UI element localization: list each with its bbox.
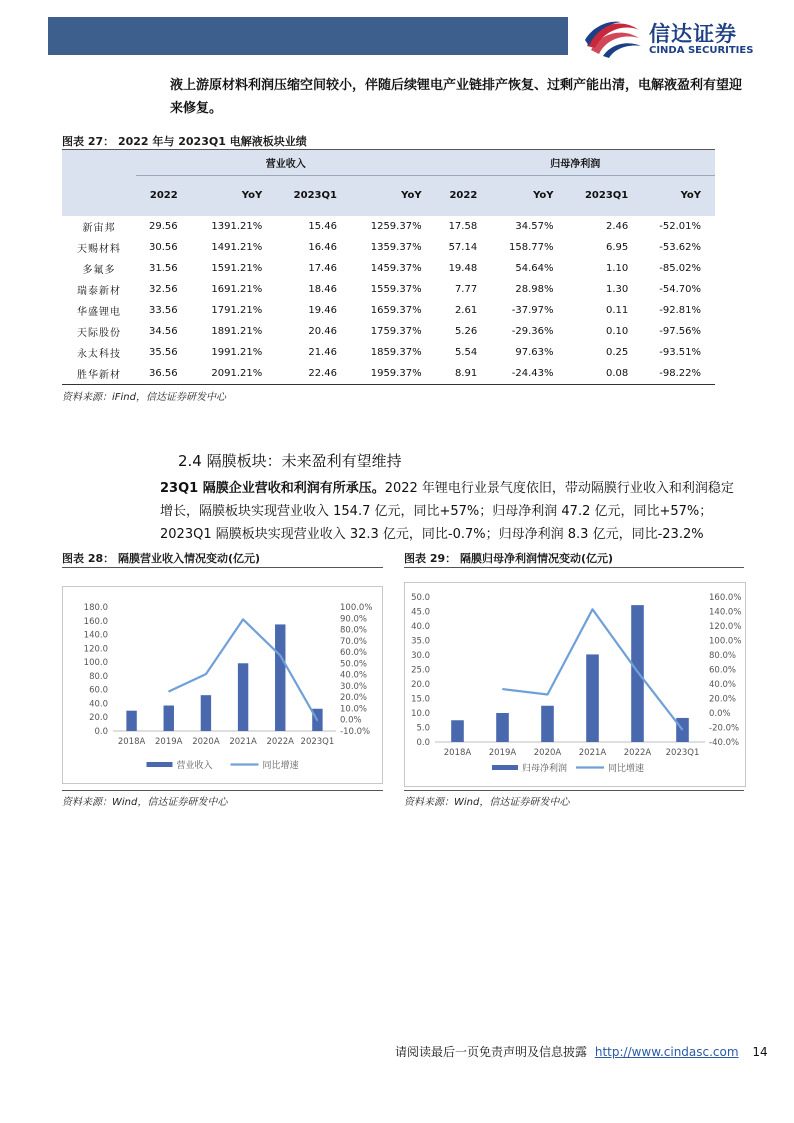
left-axis-tick-label: 20.0 [411, 680, 430, 690]
column-header: 2023Q1 [568, 175, 643, 216]
table-cell: 5.54 [436, 342, 492, 363]
table-cell: 97.63% [491, 342, 567, 363]
table-cell: 1659.37% [351, 300, 436, 321]
right-axis-tick-label: 100.0% [340, 603, 373, 613]
fig28-title: 图表 28： 隔膜营业收入情况变动(亿元) [62, 552, 261, 565]
table-cell: 5.26 [436, 321, 492, 342]
table-cell: 2.46 [568, 216, 643, 237]
bar-2020A [541, 706, 554, 742]
table-cell: 21.46 [276, 342, 351, 363]
right-axis-tick-label: 10.0% [340, 704, 368, 715]
fig29-source-note: 资料来源：Wind，信达证券研发中心 [404, 797, 570, 808]
left-axis-tick-label: 45.0 [411, 607, 430, 618]
table-cell: 1891.21% [192, 321, 277, 342]
left-axis-tick-label: 180.0 [83, 603, 108, 613]
table-body [62, 216, 715, 384]
table-cell: 20.46 [276, 321, 351, 342]
right-axis-tick-label: 0.0% [340, 715, 362, 726]
table-cell: 17.58 [436, 216, 492, 237]
table-cell: 1491.21% [192, 237, 277, 258]
right-axis-tick-label: 120.0% [709, 622, 742, 632]
company-name-cell: 瑞泰新材 [62, 279, 136, 300]
growth-rate-point [682, 729, 683, 730]
table-row [62, 216, 715, 237]
growth-rate-point [317, 720, 318, 721]
right-axis-tick-label: 60.0% [340, 648, 368, 659]
legend-bar-label: 归母净利润 [522, 764, 568, 774]
table-row [62, 300, 715, 321]
fig29-title: 图表 29： 隔膜归母净利润情况变动(亿元) [404, 552, 614, 565]
table-cell: 15.46 [276, 216, 351, 237]
growth-rate-point [280, 655, 281, 656]
left-axis-tick-label: 0.0 [416, 738, 430, 748]
right-axis-tick-label: 40.0% [709, 680, 737, 690]
footer-website-link[interactable]: http://www.cindasc.com [594, 1045, 739, 1059]
section-lead-sentence: 23Q1 隔膜企业营收和利润有所承压。 [160, 481, 385, 496]
table-row [62, 279, 715, 300]
table-cell: 1.30 [568, 279, 643, 300]
table-column-header-row [62, 175, 715, 216]
table-group-header-row [62, 150, 715, 175]
table-corner-cell [62, 150, 136, 175]
table-cell: 54.64% [491, 258, 567, 279]
right-axis-tick-label: 90.0% [340, 614, 368, 625]
x-axis-category-label: 2018A [117, 737, 146, 747]
x-axis-category-label: 2020A [533, 748, 562, 758]
table-cell: 17.46 [276, 258, 351, 279]
right-axis-tick-label: 140.0% [709, 607, 742, 618]
table-cell: 30.56 [136, 237, 192, 258]
right-axis-tick-label: -10.0% [340, 727, 371, 737]
left-axis-tick-label: 20.0 [89, 713, 108, 724]
left-axis-tick-label: 80.0 [89, 671, 108, 682]
company-name-cell: 天际股份 [62, 321, 136, 342]
logo-english-name: CINDA SECURITIES [649, 45, 754, 56]
bar-2019A [496, 713, 509, 742]
column-header: YoY [192, 175, 277, 216]
table-cell: 34.57% [491, 216, 567, 237]
x-axis-category-label: 2023Q1 [300, 737, 335, 747]
table-corner-cell [62, 175, 136, 216]
table-cell: 1459.37% [351, 258, 436, 279]
table-cell: -85.02% [642, 258, 715, 279]
right-axis-tick-label: 50.0% [340, 659, 368, 670]
table-cell: 57.14 [436, 237, 492, 258]
right-axis-tick-label: 20.0% [340, 693, 368, 704]
table-cell: 1759.37% [351, 321, 436, 342]
fig28-bottom-rule [62, 790, 383, 791]
x-axis-category-label: 2022A [266, 737, 294, 747]
right-axis-tick-label: 30.0% [340, 681, 368, 692]
section-body-text: 2022 年锂电行业景气度依旧，带动隔膜行业收入和利润稳定增长，隔膜板块实现营业收入 154.7 亿元，同比+57%；归母净利润 47.2 亿元，同比+57%；2023Q1 隔膜板块实现营业收入 32.3 亿元，同比-0.7%；归母净利润 8.3 亿元，同比-23.2% [160, 481, 734, 542]
table-cell: 1691.21% [192, 279, 277, 300]
table-row [62, 237, 715, 258]
bar-2020A [201, 695, 211, 731]
table-cell: 18.46 [276, 279, 351, 300]
fig29-bottom-rule [404, 790, 744, 791]
fig28-source-note: 资料来源：Wind，信达证券研发中心 [62, 797, 228, 808]
page-number: 14 [752, 1045, 768, 1059]
bar-2021A [586, 654, 599, 742]
cinda-logo [583, 14, 773, 62]
fig29-title-rule [404, 567, 744, 568]
table-cell: 1591.21% [192, 258, 277, 279]
table-cell: -54.70% [642, 279, 715, 300]
right-axis-tick-label: 160.0% [709, 593, 742, 603]
table-cell: 2091.21% [192, 363, 277, 384]
table-row [62, 258, 715, 279]
section-paragraph [160, 477, 742, 546]
legend-bar-swatch [492, 765, 518, 770]
left-axis-tick-label: 0.0 [94, 727, 108, 737]
x-axis-category-label: 2019A [488, 748, 517, 758]
x-axis-category-label: 2020A [192, 737, 220, 747]
table-cell: -29.36% [491, 321, 567, 342]
legend-bar-label: 营业收入 [176, 761, 213, 771]
table-row [62, 342, 715, 363]
right-axis-tick-label: 70.0% [340, 636, 368, 647]
growth-rate-point [168, 691, 169, 692]
right-axis-tick-label: -20.0% [709, 723, 740, 734]
left-axis-tick-label: 40.0 [89, 699, 108, 710]
right-axis-tick-label: 40.0% [340, 670, 368, 681]
section-title: 2.4 隔膜板块：未来盈利有望维持 [178, 452, 402, 470]
fig28-title-rule [62, 567, 383, 568]
x-axis-category-label: 2018A [443, 748, 472, 758]
intro-paragraph: 液上游原材料利润压缩空间较小，伴随后续锂电产业链排产恢复、过剩产能出清，电解液盈利有望迎来修复。 [170, 78, 743, 116]
column-header: YoY [351, 175, 436, 216]
table-cell: 33.56 [136, 300, 192, 321]
logo-chinese-name: 信达证券 [649, 22, 737, 46]
separator-profit-chart [405, 583, 747, 788]
left-axis-tick-label: 30.0 [411, 651, 430, 661]
x-axis-category-label: 2023Q1 [665, 748, 700, 758]
bar-2018A [126, 711, 136, 731]
table-cell: 0.10 [568, 321, 643, 342]
table-cell: -97.56% [642, 321, 715, 342]
right-axis-tick-label: 0.0% [709, 709, 731, 719]
table-cell: 35.56 [136, 342, 192, 363]
company-name-cell: 天赐材料 [62, 237, 136, 258]
table-cell: 158.77% [491, 237, 567, 258]
growth-rate-point [547, 694, 548, 695]
company-name-cell: 华盛锂电 [62, 300, 136, 321]
right-axis-tick-label: -40.0% [709, 738, 740, 748]
table-cell: -37.97% [491, 300, 567, 321]
group-header-revenue: 营业收入 [136, 150, 436, 175]
left-axis-tick-label: 50.0 [411, 593, 430, 603]
x-axis-category-label: 2021A [578, 748, 607, 758]
table-cell: -93.51% [642, 342, 715, 363]
table-cell: 16.46 [276, 237, 351, 258]
right-axis-tick-label: 80.0% [340, 625, 368, 636]
page-footer [395, 1043, 768, 1060]
company-name-cell: 胜华新材 [62, 363, 136, 384]
table-cell: 7.77 [436, 279, 492, 300]
fig28-chart-frame [62, 586, 383, 784]
right-axis-tick-label: 80.0% [709, 651, 737, 661]
column-header: 2023Q1 [276, 175, 351, 216]
table-cell: 19.48 [436, 258, 492, 279]
table-cell: 0.11 [568, 300, 643, 321]
header-bar [48, 17, 568, 55]
table-cell: -98.22% [642, 363, 715, 384]
bar-2018A [451, 720, 464, 742]
table-cell: 1259.37% [351, 216, 436, 237]
fig29-chart-frame [404, 582, 746, 787]
table-cell: 34.56 [136, 321, 192, 342]
table-row [62, 363, 715, 384]
x-axis-category-label: 2022A [623, 748, 652, 758]
left-axis-tick-label: 35.0 [411, 636, 430, 647]
column-header: YoY [642, 175, 715, 216]
table-cell: 28.98% [491, 279, 567, 300]
left-axis-tick-label: 60.0 [89, 685, 108, 696]
column-header: YoY [491, 175, 567, 216]
company-name-cell: 多氟多 [62, 258, 136, 279]
table-cell: 1791.21% [192, 300, 277, 321]
table-cell: 36.56 [136, 363, 192, 384]
table-source-note: 资料来源：iFind，信达证券研发中心 [62, 392, 226, 403]
cinda-emblem-icon [583, 16, 643, 58]
company-name-cell: 新宙邦 [62, 216, 136, 237]
table-cell: 0.25 [568, 342, 643, 363]
table-cell: -24.43% [491, 363, 567, 384]
right-axis-tick-label: 60.0% [709, 665, 737, 676]
left-axis-tick-label: 100.0 [83, 658, 108, 669]
legend-line-label: 同比增速 [262, 761, 299, 771]
table-cell: 2.61 [436, 300, 492, 321]
table-cell: 1.10 [568, 258, 643, 279]
left-axis-tick-label: 160.0 [83, 616, 108, 627]
left-axis-tick-label: 15.0 [411, 694, 430, 705]
x-axis-category-label: 2021A [229, 737, 257, 747]
bar-2022A [275, 624, 285, 731]
left-axis-tick-label: 5.0 [416, 723, 430, 734]
column-header: 2022 [436, 175, 492, 216]
left-axis-tick-label: 140.0 [83, 630, 108, 641]
bar-2019A [164, 706, 174, 731]
table-cell: 31.56 [136, 258, 192, 279]
table-cell: 1991.21% [192, 342, 277, 363]
right-axis-tick-label: 20.0% [709, 694, 737, 705]
legend-bar-swatch [147, 762, 173, 767]
electrolyte-performance-table [62, 150, 715, 385]
left-axis-tick-label: 120.0 [83, 644, 108, 655]
group-header-profit: 归母净利润 [436, 150, 715, 175]
legend-line-label: 同比增速 [608, 764, 645, 774]
table-cell: 6.95 [568, 237, 643, 258]
right-axis-tick-label: 100.0% [709, 636, 742, 647]
table-cell: 19.46 [276, 300, 351, 321]
table-cell: 29.56 [136, 216, 192, 237]
growth-rate-point [502, 688, 503, 689]
table-row [62, 321, 715, 342]
table-cell: 0.08 [568, 363, 643, 384]
separator-revenue-chart [63, 587, 384, 785]
table-cell: 1959.37% [351, 363, 436, 384]
table-cell: 1559.37% [351, 279, 436, 300]
table-cell: 32.56 [136, 279, 192, 300]
footer-disclaimer: 请阅读最后一页免责声明及信息披露 [395, 1045, 588, 1059]
table-cell: 1359.37% [351, 237, 436, 258]
table-figure-title: 图表 27： 2022 年与 2023Q1 电解液板块业绩 [62, 135, 307, 148]
growth-rate-point [205, 673, 206, 674]
table-cell: 22.46 [276, 363, 351, 384]
company-name-cell: 永太科技 [62, 342, 136, 363]
bar-2021A [238, 663, 248, 731]
table-cell: 8.91 [436, 363, 492, 384]
table-cell: 1391.21% [192, 216, 277, 237]
table-cell: 1859.37% [351, 342, 436, 363]
growth-rate-point [242, 619, 243, 620]
left-axis-tick-label: 10.0 [411, 709, 430, 719]
growth-rate-point [592, 609, 593, 610]
bar-2022A [631, 605, 644, 742]
growth-rate-point [637, 671, 638, 672]
left-axis-tick-label: 25.0 [411, 665, 430, 676]
x-axis-category-label: 2019A [155, 737, 183, 747]
column-header: 2022 [136, 175, 192, 216]
table-cell: -92.81% [642, 300, 715, 321]
table-cell: -53.62% [642, 237, 715, 258]
left-axis-tick-label: 40.0 [411, 622, 430, 632]
table-cell: -52.01% [642, 216, 715, 237]
